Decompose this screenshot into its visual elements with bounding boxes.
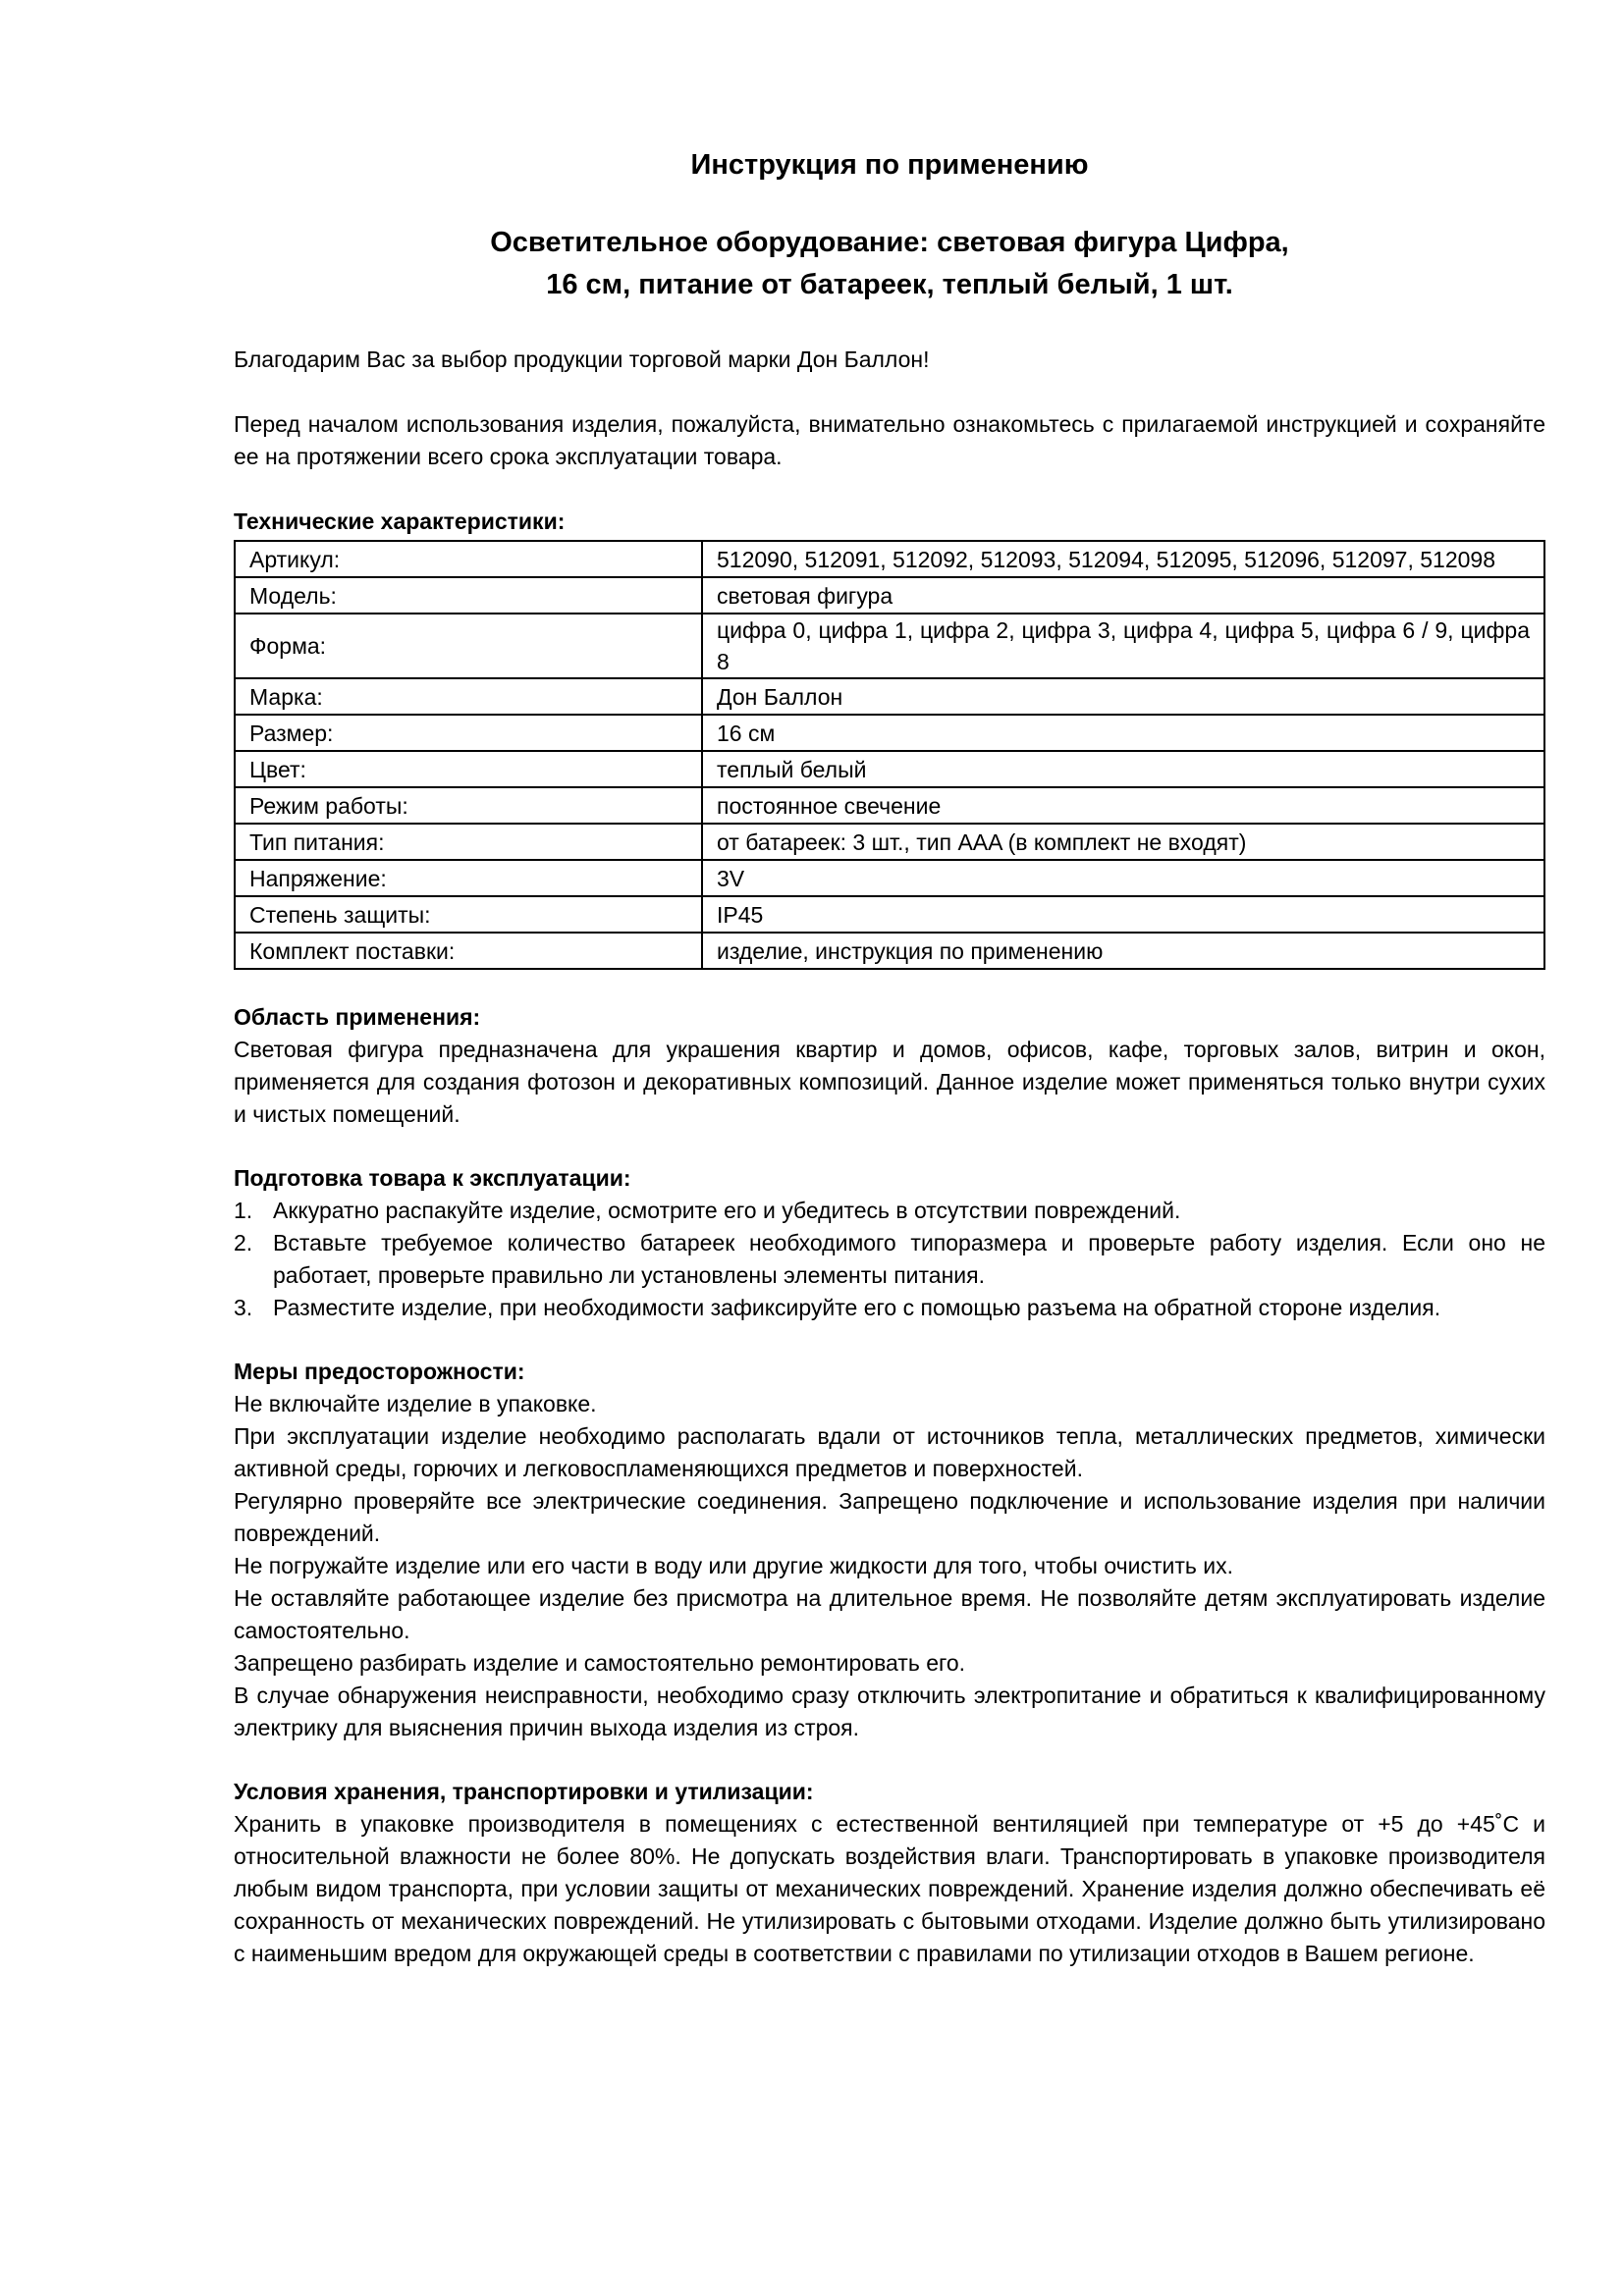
- step-number: 1.: [234, 1198, 253, 1223]
- spec-value: Дон Баллон: [702, 678, 1544, 715]
- product-title-line-2: 16 см, питание от батареек, теплый белый, 1 шт.: [546, 269, 1233, 300]
- spec-label: Напряжение:: [235, 860, 702, 896]
- application-heading: Область применения:: [234, 1004, 481, 1030]
- spec-label: Режим работы:: [235, 787, 702, 824]
- product-title: [234, 222, 1545, 306]
- intro-text: Перед началом использования изделия, пожалуйста, внимательно ознакомьтесь с прилагаемой инструкцией и сохраняйте ее на протяжении всего срока эксплуатации товара.: [234, 411, 1545, 469]
- step-text: Вставьте требуемое количество батареек необходимого типоразмера и проверьте работу изделия. Если оно не работает, проверьте правильно ли установлены элементы питания.: [273, 1230, 1545, 1288]
- table-row: [235, 896, 1544, 933]
- document-title: Инструкция по применению: [690, 149, 1089, 181]
- spec-value: IP45: [702, 896, 1544, 933]
- table-row: [235, 751, 1544, 787]
- table-row: [235, 787, 1544, 824]
- product-title-line-1: Осветительное оборудование: световая фигура Цифра,: [490, 227, 1289, 258]
- spec-value: постоянное свечение: [702, 787, 1544, 824]
- table-row: [235, 614, 1544, 678]
- spec-label: Модель:: [235, 577, 702, 614]
- storage-heading: Условия хранения, транспортировки и утилизации:: [234, 1779, 814, 1804]
- spec-label: Степень защиты:: [235, 896, 702, 933]
- precautions-heading: Меры предосторожности:: [234, 1359, 525, 1384]
- preparation-steps: [234, 1195, 1545, 1324]
- spec-value: 16 см: [702, 715, 1544, 751]
- specs-table: [234, 540, 1545, 970]
- spec-value: от батареек: 3 шт., тип AAA (в комплект не входят): [702, 824, 1544, 860]
- precautions-section: [234, 1356, 1545, 1744]
- precaution-paragraph: Не оставляйте работающее изделие без присмотра на длительное время. Не позволяйте детям эксплуатировать изделие самостоятельно.: [234, 1585, 1545, 1643]
- precaution-paragraph: Не погружайте изделие или его части в воду или другие жидкости для того, чтобы очистить их.: [234, 1553, 1233, 1578]
- thanks-text: Благодарим Вас за выбор продукции торговой марки Дон Баллон!: [234, 347, 930, 372]
- step-number: 2.: [234, 1230, 253, 1255]
- spec-label: Цвет:: [235, 751, 702, 787]
- spec-value: изделие, инструкция по применению: [702, 933, 1544, 969]
- spec-label: Комплект поставки:: [235, 933, 702, 969]
- spec-value: теплый белый: [702, 751, 1544, 787]
- table-row: [235, 860, 1544, 896]
- list-item: [234, 1195, 1545, 1227]
- spec-value: 3V: [702, 860, 1544, 896]
- precaution-paragraph: Регулярно проверяйте все электрические соединения. Запрещено подключение и использование изделия при наличии повреждений.: [234, 1488, 1545, 1546]
- spec-value: световая фигура: [702, 577, 1544, 614]
- step-number: 3.: [234, 1295, 253, 1320]
- application-text: Световая фигура предназначена для украшения квартир и домов, офисов, кафе, торговых залов, витрин и окон, применяется для создания фотозон и декоративных композиций. Данное изделие может применяться только внутри сухих и чистых помещений.: [234, 1037, 1545, 1127]
- table-row: [235, 824, 1544, 860]
- spec-value: цифра 0, цифра 1, цифра 2, цифра 3, цифра 4, цифра 5, цифра 6 / 9, цифра 8: [702, 614, 1544, 678]
- preparation-section: [234, 1162, 1545, 1324]
- specs-heading: Технические характеристики:: [234, 508, 566, 534]
- application-section: [234, 1001, 1545, 1131]
- list-item: [234, 1227, 1545, 1292]
- spec-value: 512090, 512091, 512092, 512093, 512094, 512095, 512096, 512097, 512098: [702, 541, 1544, 577]
- precaution-paragraph: Запрещено разбирать изделие и самостоятельно ремонтировать его.: [234, 1650, 966, 1676]
- storage-text: Хранить в упаковке производителя в помещениях с естественной вентиляцией при температуре от +5 до +45˚С и относительной влажности не более 80%. Не допускать воздействия влаги. Транспортировать в упаковке производителя любым видом транспорта, при условии защиты от механических повреждений. Хранение изделия должно обеспечивать её сохранность от механических повреждений. Не утилизировать с бытовыми отходами. Изделие должно быть утилизировано с наименьшим вредом для окружающей среды в соответствии с правилами по утилизации отходов в Вашем регионе.: [234, 1811, 1545, 1966]
- spec-label: Форма:: [235, 614, 702, 678]
- table-row: [235, 715, 1544, 751]
- spec-label: Артикул:: [235, 541, 702, 577]
- table-row: [235, 933, 1544, 969]
- step-text: Разместите изделие, при необходимости зафиксируйте его с помощью разъема на обратной стороне изделия.: [273, 1295, 1441, 1320]
- spec-label: Марка:: [235, 678, 702, 715]
- table-row: [235, 678, 1544, 715]
- storage-section: [234, 1776, 1545, 1970]
- spec-label: Размер:: [235, 715, 702, 751]
- table-row: [235, 577, 1544, 614]
- step-text: Аккуратно распакуйте изделие, осмотрите его и убедитесь в отсутствии повреждений.: [273, 1198, 1181, 1223]
- table-row: [235, 541, 1544, 577]
- spec-label: Тип питания:: [235, 824, 702, 860]
- precaution-paragraph: При эксплуатации изделие необходимо располагать вдали от источников тепла, металлических предметов, химически активной среды, горючих и легковоспламеняющихся предметов и поверхностей.: [234, 1423, 1545, 1481]
- precaution-paragraph: Не включайте изделие в упаковке.: [234, 1391, 597, 1416]
- list-item: [234, 1292, 1545, 1324]
- precaution-paragraph: В случае обнаружения неисправности, необходимо сразу отключить электропитание и обратиться к квалифицированному электрику для выяснения причин выхода изделия из строя.: [234, 1682, 1545, 1740]
- preparation-heading: Подготовка товара к эксплуатации:: [234, 1165, 631, 1191]
- instruction-page: [234, 147, 1545, 1970]
